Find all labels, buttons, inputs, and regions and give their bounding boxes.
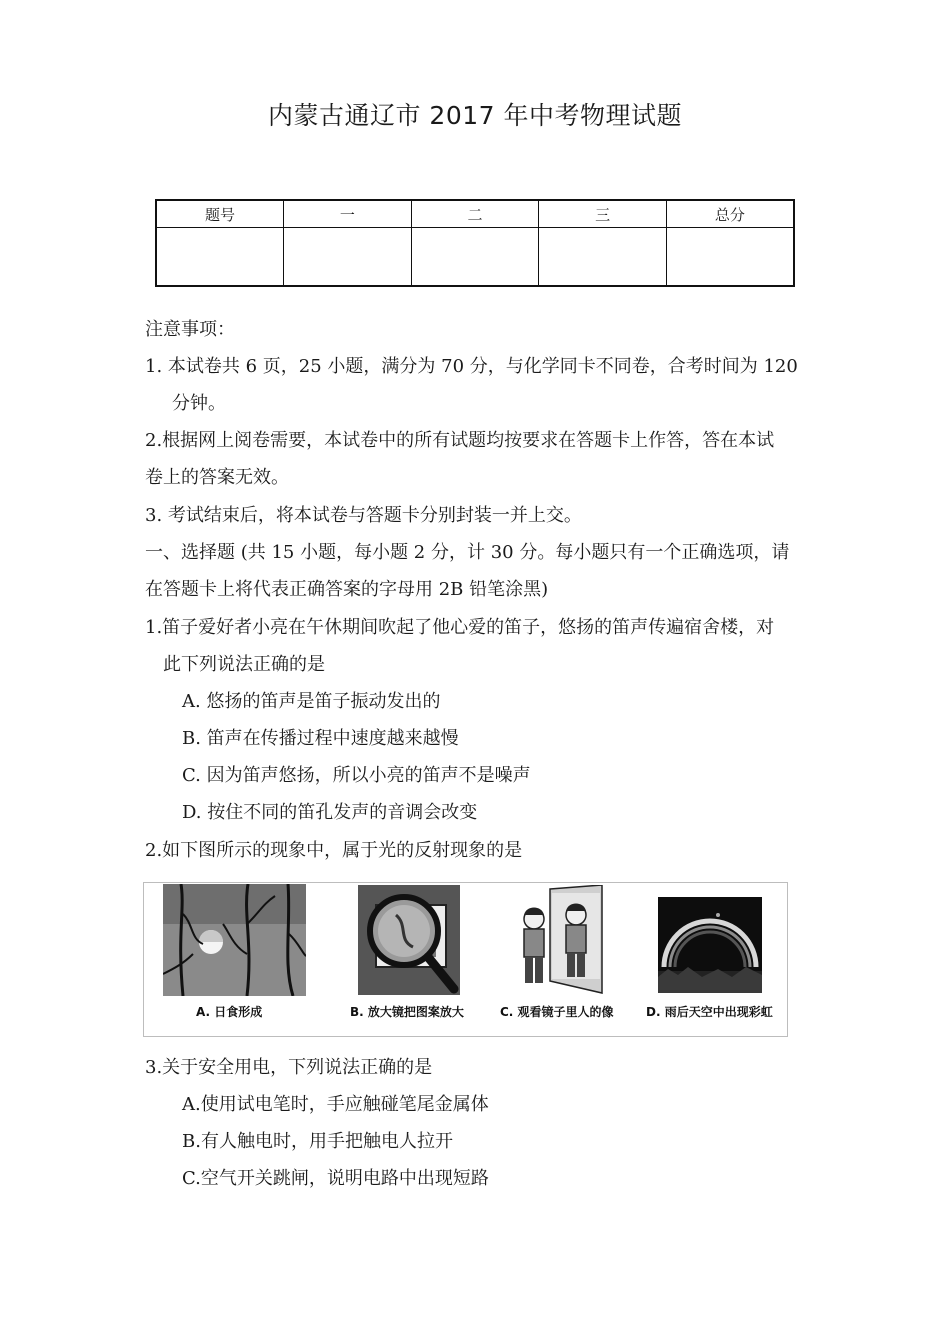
question-3-option-c: C.空气开关跳闸，说明电路中出现短路	[182, 1168, 489, 1189]
score-blank-cell	[539, 228, 667, 287]
question-1-option-a: A. 悠扬的笛声是笛子振动发出的	[182, 691, 441, 712]
score-header-cell: 二	[411, 200, 539, 228]
score-header-cell: 题号	[156, 200, 284, 228]
mirror-boys-image	[512, 885, 604, 995]
question-3-option-a: A.使用试电笔时，手应触碰笔尾金属体	[182, 1094, 489, 1115]
eclipse-branches-image	[163, 884, 306, 996]
section-1-instructions: 在答题卡上将代表正确答案的字母用 2B 铅笔涂黑)	[145, 579, 549, 600]
note-2-line-2: 卷上的答案无效。	[145, 467, 289, 488]
figure-panel-c	[512, 885, 604, 995]
note-1-line-2: 分钟。	[172, 393, 226, 414]
question-3-stem: 3.关于安全用电，下列说法正确的是	[145, 1057, 433, 1078]
section-1-heading: 一、选择题 (共 15 小题，每小题 2 分，计 30 分。每小题只有一个正确选项，请	[145, 542, 790, 563]
question-1-stem: 1.笛子爱好者小亮在午休期间吹起了他心爱的笛子，悠扬的笛声传遍宿舍楼，对	[145, 617, 775, 638]
figure-panel-b	[358, 885, 460, 995]
score-blank-cell	[666, 228, 794, 287]
question-1-option-c: C. 因为笛声悠扬，所以小亮的笛声不是噪声	[182, 765, 531, 786]
score-blank-cell	[411, 228, 539, 287]
notes-heading: 注意事项：	[145, 319, 235, 340]
note-2-line-1: 2.根据网上阅卷需要，本试卷中的所有试题均按要求在答题卡上作答，答在本试	[145, 430, 775, 451]
score-table	[155, 199, 795, 287]
figure-panel-d	[658, 897, 762, 993]
note-1-line-1: 1. 本试卷共 6 页，25 小题，满分为 70 分，与化学同卡不同卷，合考时间为 120	[145, 356, 798, 377]
rainbow-image	[658, 897, 762, 993]
score-table-header-row	[156, 200, 794, 228]
score-header-cell: 一	[284, 200, 412, 228]
question-1-option-d: D. 按住不同的笛孔发声的音调会改变	[182, 802, 478, 823]
figure-caption-c: C. 观看镜子里人的像	[500, 1005, 614, 1019]
question-1-stem-cont: 此下列说法正确的是	[163, 654, 325, 675]
score-blank-cell	[284, 228, 412, 287]
figure-caption-b: B. 放大镜把图案放大	[350, 1005, 464, 1019]
question-1-option-b: B. 笛声在传播过程中速度越来越慢	[182, 728, 459, 749]
score-header-cell: 总分	[666, 200, 794, 228]
figure-panel-a	[163, 884, 306, 996]
figure-caption-a: A. 日食形成	[196, 1005, 263, 1019]
score-blank-cell	[156, 228, 284, 287]
magnifier-image	[358, 885, 460, 995]
score-table-blank-row	[156, 228, 794, 287]
question-2-stem: 2.如下图所示的现象中，属于光的反射现象的是	[145, 840, 523, 861]
score-header-cell: 三	[539, 200, 667, 228]
note-3: 3. 考试结束后，将本试卷与答题卡分别封装一并上交。	[145, 505, 582, 526]
question-3-option-b: B.有人触电时，用手把触电人拉开	[182, 1131, 453, 1152]
figure-caption-d: D. 雨后天空中出现彩虹	[646, 1005, 773, 1019]
question-2-figure	[143, 882, 788, 1037]
page-title: 内蒙古通辽市 2017 年中考物理试题	[267, 101, 683, 130]
